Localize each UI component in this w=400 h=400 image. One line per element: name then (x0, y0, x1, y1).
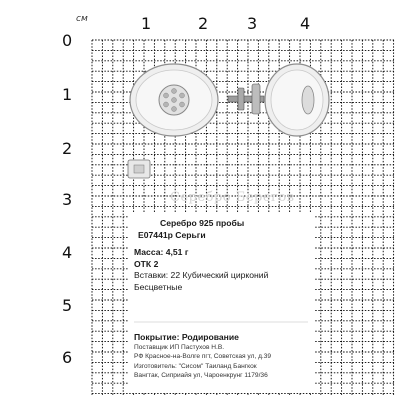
unit-label: см (76, 14, 88, 24)
tag-supplier-3: Изготовитель: "Сисом" Таиланд Бангкок (134, 362, 257, 370)
ruler-top-3: 3 (247, 14, 258, 33)
earring-side-image (228, 64, 329, 136)
tag-article: E07441р Серьги (138, 229, 206, 240)
ruler-side-0: 0 (62, 31, 73, 50)
ruler-top-1: 1 (141, 14, 152, 33)
ruler-side-4: 4 (62, 243, 73, 262)
earring-front-image (130, 64, 218, 136)
earring-back-image (128, 160, 150, 178)
ruler-side-6: 6 (62, 348, 73, 367)
ruler-side-3: 3 (62, 190, 73, 209)
product-tag (134, 218, 310, 380)
ruler-side-2: 2 (62, 139, 73, 158)
tag-coating: Покрытие: Родирование (134, 331, 239, 342)
tag-inserts: Вставки: 22 Кубический цирконий (134, 270, 269, 281)
ruler-top-2: 2 (198, 14, 209, 33)
tag-material: Серебро 925 пробы (160, 218, 245, 228)
tag-supplier-4: Вангтак, Сиприайя ул, Чароенкрунг 1179/36 (134, 371, 268, 379)
tag-otk: ОТК 2 (134, 258, 159, 269)
tag-inserts-color: Бесцветные (134, 281, 183, 292)
ruler-top-4: 4 (300, 14, 311, 33)
watermark: Серебро Берегов (170, 190, 295, 205)
ruler-side-1: 1 (62, 85, 73, 104)
tag-mass: Масса: 4,51 г (134, 247, 189, 258)
tag-supplier-1: Поставщик ИП Пастухов Н.В. (134, 344, 225, 352)
ruler-side-5: 5 (62, 296, 73, 315)
tag-supplier-2: РФ Красное-на-Волге пгт, Советская ул, д.39 (134, 353, 272, 361)
